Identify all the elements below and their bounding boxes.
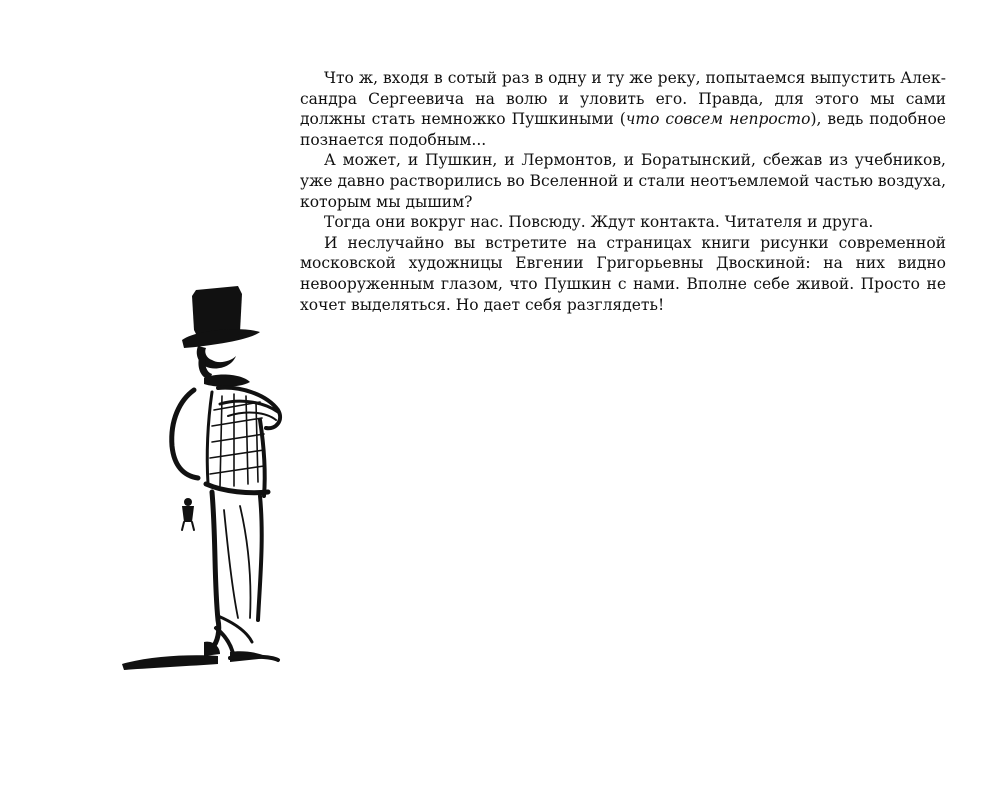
pushkin-ink-illustration (100, 270, 300, 690)
paragraph-2: А может, и Пушкин, и Лермонтов, и Боратынский, сбежав из учебников, уже давно растворились во Вселенной и стали неотъемлемой частью воздуха, которым мы дышим? (300, 151, 946, 211)
doll-head (184, 498, 192, 506)
italic-aside: что совсем непросто (625, 110, 811, 129)
ground-shadow (122, 655, 218, 670)
paragraph-1 (300, 68, 946, 150)
collar (204, 375, 250, 387)
paragraph-3: Тогда они вокруг нас. Повсюду. Ждут контакта. Читателя и друга. (324, 213, 874, 232)
doll-body (182, 506, 194, 522)
paragraph-1-text-end: ), ведь подобное познается подобным... (300, 110, 946, 149)
paragraph-1-text-start: Что ж, входя в сотый раз в одну и ту же реку, попытаемся выпустить Александра Сергеевича на волю и уловить его. Правда, для этого мы сами должны стать немножко Пушкиными ( (300, 69, 946, 129)
paragraph-4: И неслучайно вы встретите на страницах книги рисунки современной московской художницы Евгении Григорьевны Двоскиной: на них видно невооруженным глазом, что Пушкин с нами. Вполне себе живой. Просто не хочет выделяться. Но дает себя разглядеть! (300, 233, 946, 314)
body-text (300, 68, 946, 315)
hat-brim (182, 329, 260, 348)
